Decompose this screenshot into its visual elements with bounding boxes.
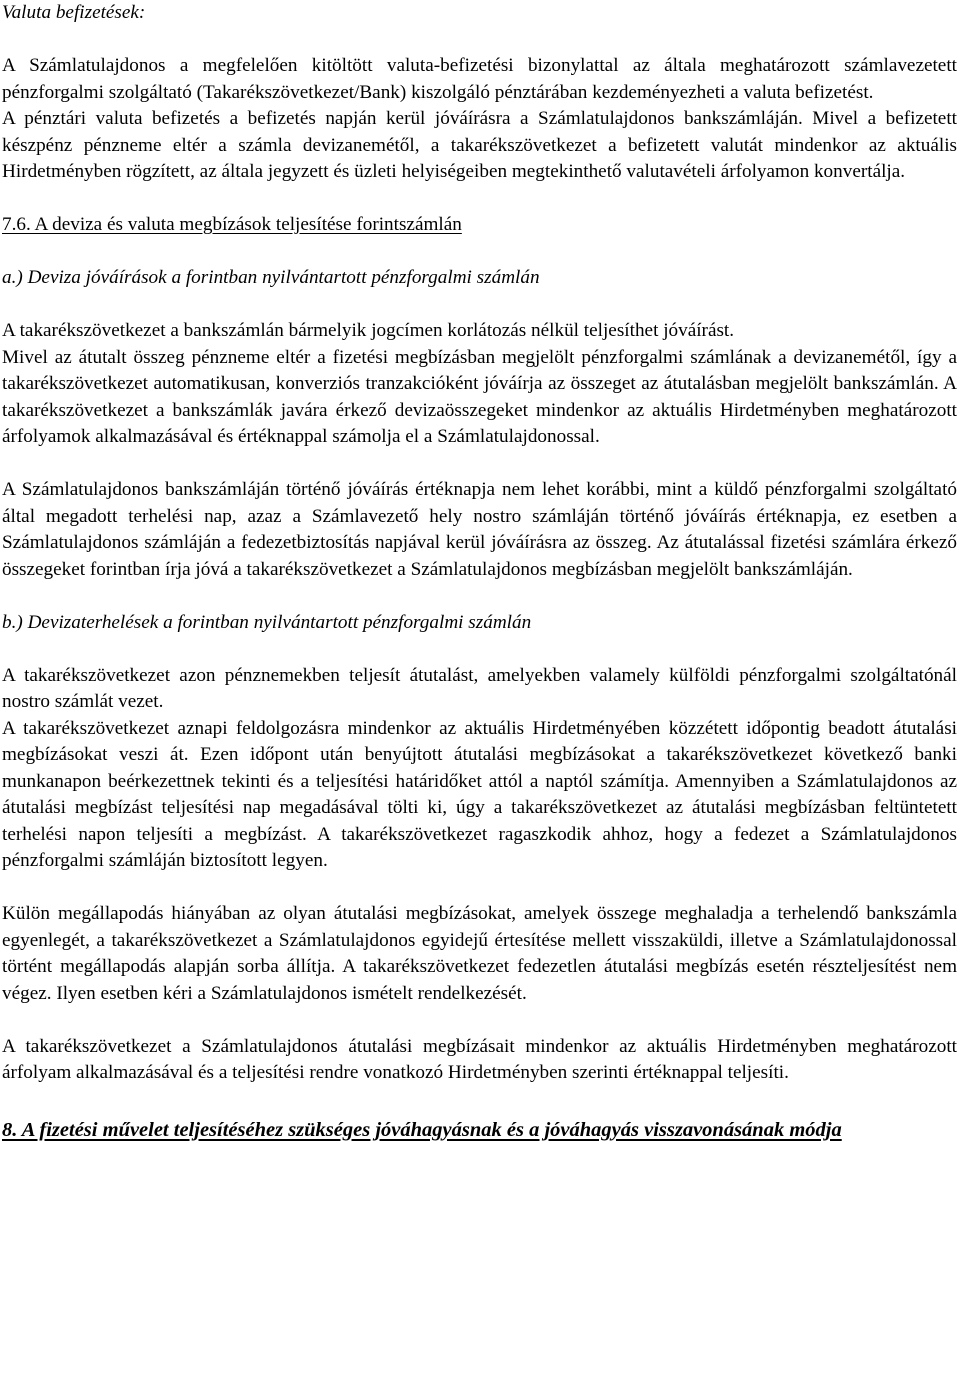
valuta-paragraph-2: A pénztári valuta befizetés a befizetés napján kerül jóváírásra a Számlatulajdonos bankszámláján. Mivel a befizetett készpénz pénzneme eltér a számla devizanemétől, a takarékszövetkezet a befizetett valutát mindenkor az aktuális Hirdetményben rögzített, az általa jegyzett és üzleti helyiségeiben megtekinthető valutavételi árfolyamon konvertálja. bbox=[2, 108, 957, 182]
subsection-a-paragraph-2: Mivel az átutalt összeg pénzneme eltér a fizetési megbízásban megjelölt pénzforgalmi számlának a devizanemétől, így a takarékszövetkezet automatikusan, konverziós tranzakcióként jóváírja az összeget az átutalásban megjelölt bankszámlán. A takarékszövetkezet a bankszámlák javára érkező devizaösszegeket mindenkor az aktuális Hirdetményben meghatározott árfolyamok alkalmazásával és értéknappal számolja el a Számlatulajdonossal. bbox=[2, 346, 957, 447]
subsection-b-heading: b.) Devizaterhelések a forintban nyilvántartott pénzforgalmi számlán bbox=[2, 611, 532, 633]
subsection-b-paragraph-4: A takarékszövetkezet a Számlatulajdonos átutalási megbízásait mindenkor az aktuális Hirdetményben meghatározott árfolyam alkalmazásával és a teljesítési rendre vonatkozó Hirdetményben szerinti értéknappal teljesíti. bbox=[2, 1035, 957, 1083]
subsection-a-paragraph-1: A takarékszövetkezet a bankszámlán bármelyik jogcímen korlátozás nélkül teljesíthet jóváírást. bbox=[2, 320, 735, 341]
subsection-b-paragraph-3: Külön megállapodás hiányában az olyan átutalási megbízásokat, amelyek összege meghaladja a terhelendő bankszámla egyenlegét, a takarékszövetkezet a Számlatulajdonos egyidejű értesítése mellett visszaküldi, illetve a Számlatulajdonossal történt megállapodás alapján sorba állítja. A takarékszövetkezet fedezetlen átutalási megbízás esetén részteljesítést nem végez. Ilyen esetben kéri a Számlatulajdonos ismételt rendelkezését. bbox=[2, 903, 957, 1004]
subsection-b-paragraph-2: A takarékszövetkezet aznapi feldolgozásra mindenkor az aktuális Hirdetményében közzétett időpontig beadott átutalási megbízásokat veszi át. Ezen időpont után benyújtott átutalási megbízásokat a takarékszövetkezet következő banki munkanapon beérkezettnek tekinti és a teljesítési határidőket attól a naptól számítja. Amennyiben a Számlatulajdonos az átutalási megbízást teljesítési nap megadásával tölti ki, úgy a takarékszövetkezet az átutalási megbízásban feltüntetett terhelési napon teljesíti a megbízást. A takarékszövetkezet ragaszkodik ahhoz, hogy a fedezet a Számlatulajdonos pénzforgalmi számláján biztosított legyen. bbox=[2, 717, 957, 871]
subsection-a-heading: a.) Deviza jóváírások a forintban nyilvántartott pénzforgalmi számlán bbox=[2, 267, 540, 288]
subsection-b-paragraph-1: A takarékszövetkezet azon pénznemekben teljesít átutalást, amelyekben valamely külföldi pénzforgalmi szolgáltatónál nostro számlát vezet. bbox=[2, 664, 957, 712]
section-8-heading: 8. A fizetési művelet teljesítéséhez szükséges jóváhagyásnak és a jóváhagyás visszavonásának módja bbox=[2, 1118, 842, 1141]
section-7-6-heading: 7.6. A deviza és valuta megbízások teljesítése forintszámlán bbox=[2, 214, 462, 235]
valuta-heading: Valuta befizetések: bbox=[2, 2, 146, 23]
valuta-paragraph-1: A Számlatulajdonos a megfelelően kitöltött valuta-befizetési bizonylattal az általa meghatározott számlavezetett pénzforgalmi szolgáltató (Takarékszövetkezet/Bank) kiszolgáló pénztárában kezdeményezheti a valuta befizetést. bbox=[2, 55, 957, 103]
subsection-a-paragraph-3: A Számlatulajdonos bankszámláján történő jóváírás értéknapja nem lehet korábbi, mint a küldő pénzforgalmi szolgáltató által megadott terhelési nap, azaz a Számlavezető hely nostro számláján történő jóváírás értéknapja, ez esetben a Számlatulajdonos számláján a fedezetbiztosítás napjával kerül jóváírásra az összeg. Az átutalással fizetési számlára érkező összegeket forintban írja jóvá a takarékszövetkezet a Számlatulajdonos megbízásban megjelölt bankszámláján. bbox=[2, 479, 957, 580]
document-page bbox=[2, 0, 957, 1144]
